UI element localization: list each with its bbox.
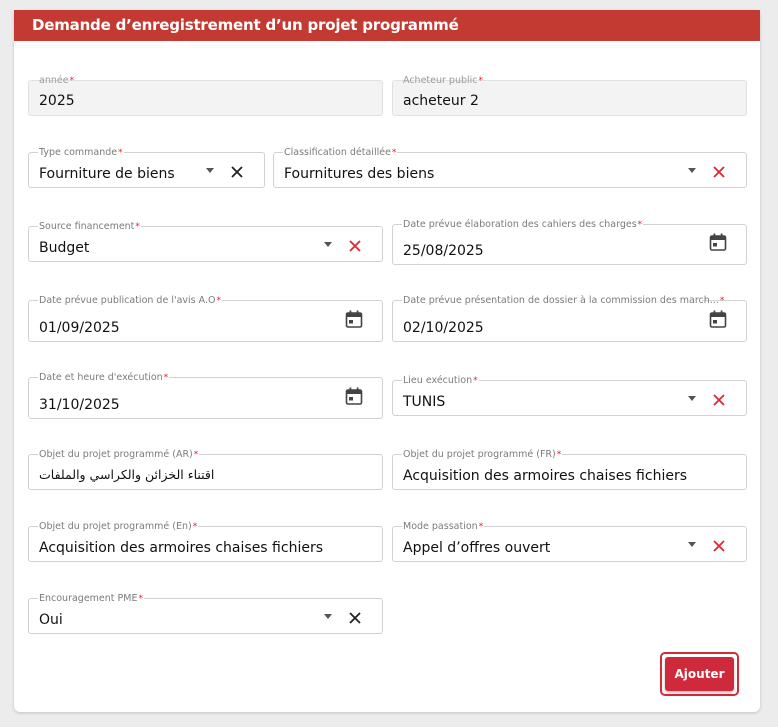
date-execution-label: Date et heure d'exécution — [39, 372, 163, 383]
date-cahiers-label: Date prévue élaboration des cahiers des charges — [403, 219, 637, 230]
objet-fr-value: Acquisition des armoires chaises fichiers — [403, 468, 687, 484]
annee-field — [28, 75, 383, 116]
classification-label: Classification détaillée — [284, 147, 391, 158]
type-commande-select[interactable] — [28, 147, 265, 188]
objet-fr-label: Objet du projet programmé (FR) — [403, 449, 556, 460]
close-icon[interactable] — [348, 611, 362, 625]
chevron-down-icon[interactable] — [688, 168, 696, 173]
required-marker: * — [478, 522, 484, 532]
required-marker: * — [69, 76, 75, 86]
chevron-down-icon[interactable] — [688, 542, 696, 547]
date-execution-input[interactable] — [28, 372, 383, 419]
classification-select[interactable] — [273, 147, 747, 188]
chevron-down-icon[interactable] — [688, 396, 696, 401]
close-icon[interactable] — [712, 539, 726, 553]
classification-value: Fournitures des biens — [284, 166, 435, 182]
date-cahiers-input[interactable] — [392, 219, 747, 265]
objet-ar-input[interactable] — [28, 449, 383, 490]
date-presentation-value: 02/10/2025 — [403, 320, 484, 336]
date-publication-label: Date prévue publication de l'avis A.O — [39, 295, 216, 306]
submit-button-focus-ring — [660, 652, 739, 696]
ajouter-button[interactable]: Ajouter — [665, 657, 734, 691]
date-execution-value: 31/10/2025 — [39, 397, 120, 413]
objet-ar-value: اقتناء الخزائن والكراسي والملفات — [39, 467, 215, 482]
acheteur-label: Acheteur public — [403, 75, 478, 86]
required-marker: * — [478, 76, 484, 86]
close-icon[interactable] — [712, 165, 726, 179]
close-icon[interactable] — [712, 393, 726, 407]
date-publication-input[interactable] — [28, 295, 383, 342]
mode-passation-value: Appel d’offres ouvert — [403, 540, 551, 556]
source-financement-value: Budget — [39, 240, 90, 256]
date-presentation-input[interactable] — [392, 295, 747, 342]
close-icon[interactable] — [348, 239, 362, 253]
objet-ar-label: Objet du projet programmé (AR) — [39, 449, 193, 460]
chevron-down-icon[interactable] — [324, 242, 332, 247]
objet-en-input[interactable] — [28, 521, 383, 562]
required-marker: * — [138, 594, 143, 604]
chevron-down-icon[interactable] — [206, 168, 214, 173]
required-marker: * — [192, 522, 198, 532]
required-marker: * — [163, 373, 169, 383]
required-marker: * — [637, 220, 643, 230]
calendar-icon[interactable] — [709, 310, 727, 329]
required-marker: * — [193, 450, 199, 460]
calendar-icon[interactable] — [345, 387, 363, 406]
encouragement-pme-select[interactable] — [28, 593, 383, 634]
form-title: Demande d’enregistrement d’un projet programmé — [14, 10, 760, 41]
chevron-down-icon[interactable] — [324, 614, 332, 619]
required-marker: * — [556, 450, 562, 460]
source-financement-select[interactable] — [28, 221, 383, 262]
annee-label: année — [39, 75, 69, 86]
required-marker: * — [118, 148, 123, 158]
lieu-execution-value: TUNIS — [403, 394, 446, 410]
mode-passation-select[interactable] — [392, 521, 747, 562]
date-publication-value: 01/09/2025 — [39, 320, 120, 336]
calendar-icon[interactable] — [709, 233, 727, 252]
type-commande-value: Fourniture de biens — [39, 166, 175, 182]
close-icon[interactable] — [230, 165, 244, 179]
required-marker: * — [473, 376, 478, 386]
date-presentation-label: Date prévue présentation de dossier à la commission des march... — [403, 295, 719, 306]
objet-en-label: Objet du projet programmé (En) — [39, 521, 192, 532]
mode-passation-label: Mode passation — [403, 521, 478, 532]
date-cahiers-value: 25/08/2025 — [403, 243, 484, 259]
required-marker: * — [391, 148, 397, 158]
type-commande-label: Type commande — [39, 147, 118, 158]
acheteur-value: acheteur 2 — [403, 93, 479, 109]
encouragement-pme-label: Encouragement PME — [39, 593, 138, 604]
encouragement-pme-value: Oui — [39, 612, 63, 628]
acheteur-public-field — [392, 75, 747, 116]
calendar-icon[interactable] — [345, 310, 363, 329]
source-financement-label: Source financement — [39, 221, 135, 232]
lieu-execution-label: Lieu exécution — [403, 375, 473, 386]
objet-en-value: Acquisition des armoires chaises fichiers — [39, 540, 323, 556]
annee-value: 2025 — [39, 93, 75, 109]
lieu-execution-select[interactable] — [392, 375, 747, 416]
required-marker: * — [135, 222, 140, 232]
required-marker: * — [216, 296, 221, 306]
objet-fr-input[interactable] — [392, 449, 747, 490]
required-marker: * — [719, 296, 725, 306]
